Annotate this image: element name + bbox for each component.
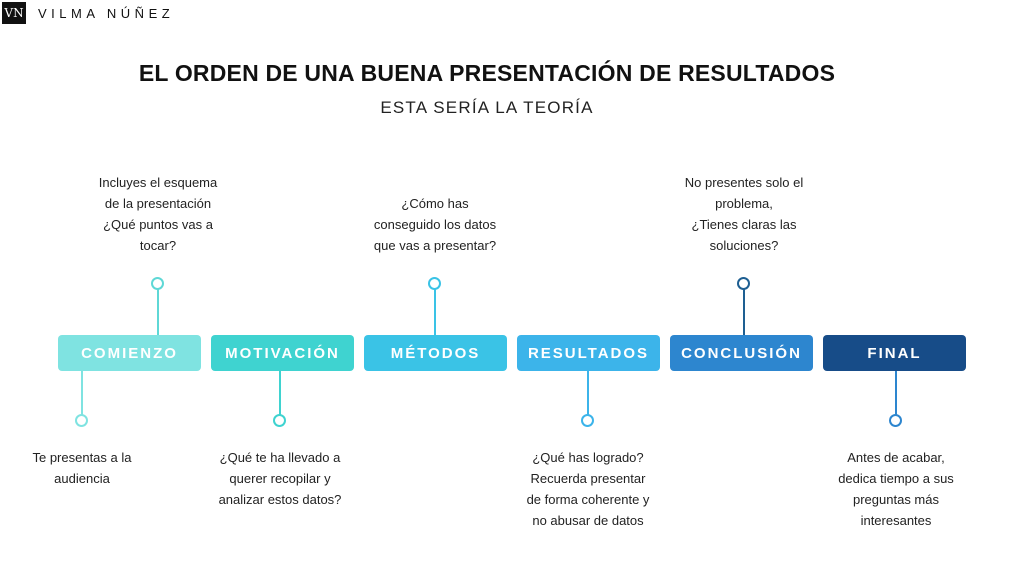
connector-comienzo-bottom <box>81 371 83 415</box>
connector-comienzo-top <box>157 289 159 335</box>
step-label: CONCLUSIÓN <box>681 344 802 362</box>
note-line: ¿Qué puntos vas a <box>103 217 213 232</box>
node-comienzo-bottom <box>75 414 88 427</box>
connector-metodos-top <box>434 289 436 335</box>
node-final-bottom <box>889 414 902 427</box>
node-resultados-bottom <box>581 414 594 427</box>
connector-conclusion-top <box>743 289 745 335</box>
step-conclusion <box>670 335 813 371</box>
page-title: EL ORDEN DE UNA BUENA PRESENTACIÓN DE RESULTADOS <box>138 60 836 86</box>
node-conclusion-top <box>737 277 750 290</box>
note-line: tocar? <box>139 238 177 253</box>
note-line: Antes de acabar, <box>847 450 945 465</box>
note-line: Te presentas a la <box>32 450 132 465</box>
note-line: ¿Qué te ha llevado a <box>219 450 341 465</box>
brand-logo <box>2 2 174 24</box>
logo-mark: VN <box>2 2 26 24</box>
note-line: Recuerda presentar <box>530 471 646 486</box>
note-line: de la presentación <box>104 196 212 211</box>
note-comienzo-bottom <box>0 447 182 489</box>
note-line: Incluyes el esquema <box>98 175 218 190</box>
note-final-bottom <box>796 447 996 531</box>
note-line: conseguido los datos <box>373 217 497 232</box>
connector-resultados-bottom <box>587 371 589 415</box>
note-line: no abusar de datos <box>532 513 644 528</box>
node-comienzo-top <box>151 277 164 290</box>
note-line: de forma coherente y <box>526 492 650 507</box>
connector-motivacion-bottom <box>279 371 281 415</box>
note-line: interesantes <box>860 513 932 528</box>
note-line: dedica tiempo a sus <box>838 471 954 486</box>
note-line: ¿Cómo has <box>401 196 469 211</box>
note-line: preguntas más <box>853 492 939 507</box>
step-label: COMIENZO <box>81 344 178 362</box>
note-conclusion-top <box>644 172 844 256</box>
note-line: No presentes solo el <box>684 175 804 190</box>
note-line: querer recopilar y <box>229 471 331 486</box>
connector-final-bottom <box>895 371 897 415</box>
note-comienzo-top <box>58 172 258 256</box>
step-final <box>823 335 966 371</box>
step-label: MOTIVACIÓN <box>225 344 340 362</box>
step-metodos <box>364 335 507 371</box>
note-line: analizar estos datos? <box>218 492 342 507</box>
step-comienzo <box>58 335 201 371</box>
node-metodos-top <box>428 277 441 290</box>
brand-name: VILMA NÚÑEZ <box>38 5 175 21</box>
note-line: que vas a presentar? <box>373 238 497 253</box>
step-motivacion <box>211 335 354 371</box>
note-motivacion-bottom <box>180 447 380 510</box>
step-resultados <box>517 335 660 371</box>
note-line: ¿Tienes claras las <box>691 217 797 232</box>
note-line: problema, <box>715 196 773 211</box>
node-motivacion-bottom <box>273 414 286 427</box>
note-line: audiencia <box>54 471 110 486</box>
note-resultados-bottom <box>488 447 688 531</box>
page-subtitle: ESTA SERÍA LA TEORÍA <box>380 98 594 117</box>
step-label: FINAL <box>867 344 922 362</box>
step-label: RESULTADOS <box>527 344 650 362</box>
note-line: ¿Qué has logrado? <box>532 450 644 465</box>
note-metodos-top <box>335 193 535 256</box>
step-label: MÉTODOS <box>390 344 481 362</box>
note-line: soluciones? <box>709 238 779 253</box>
